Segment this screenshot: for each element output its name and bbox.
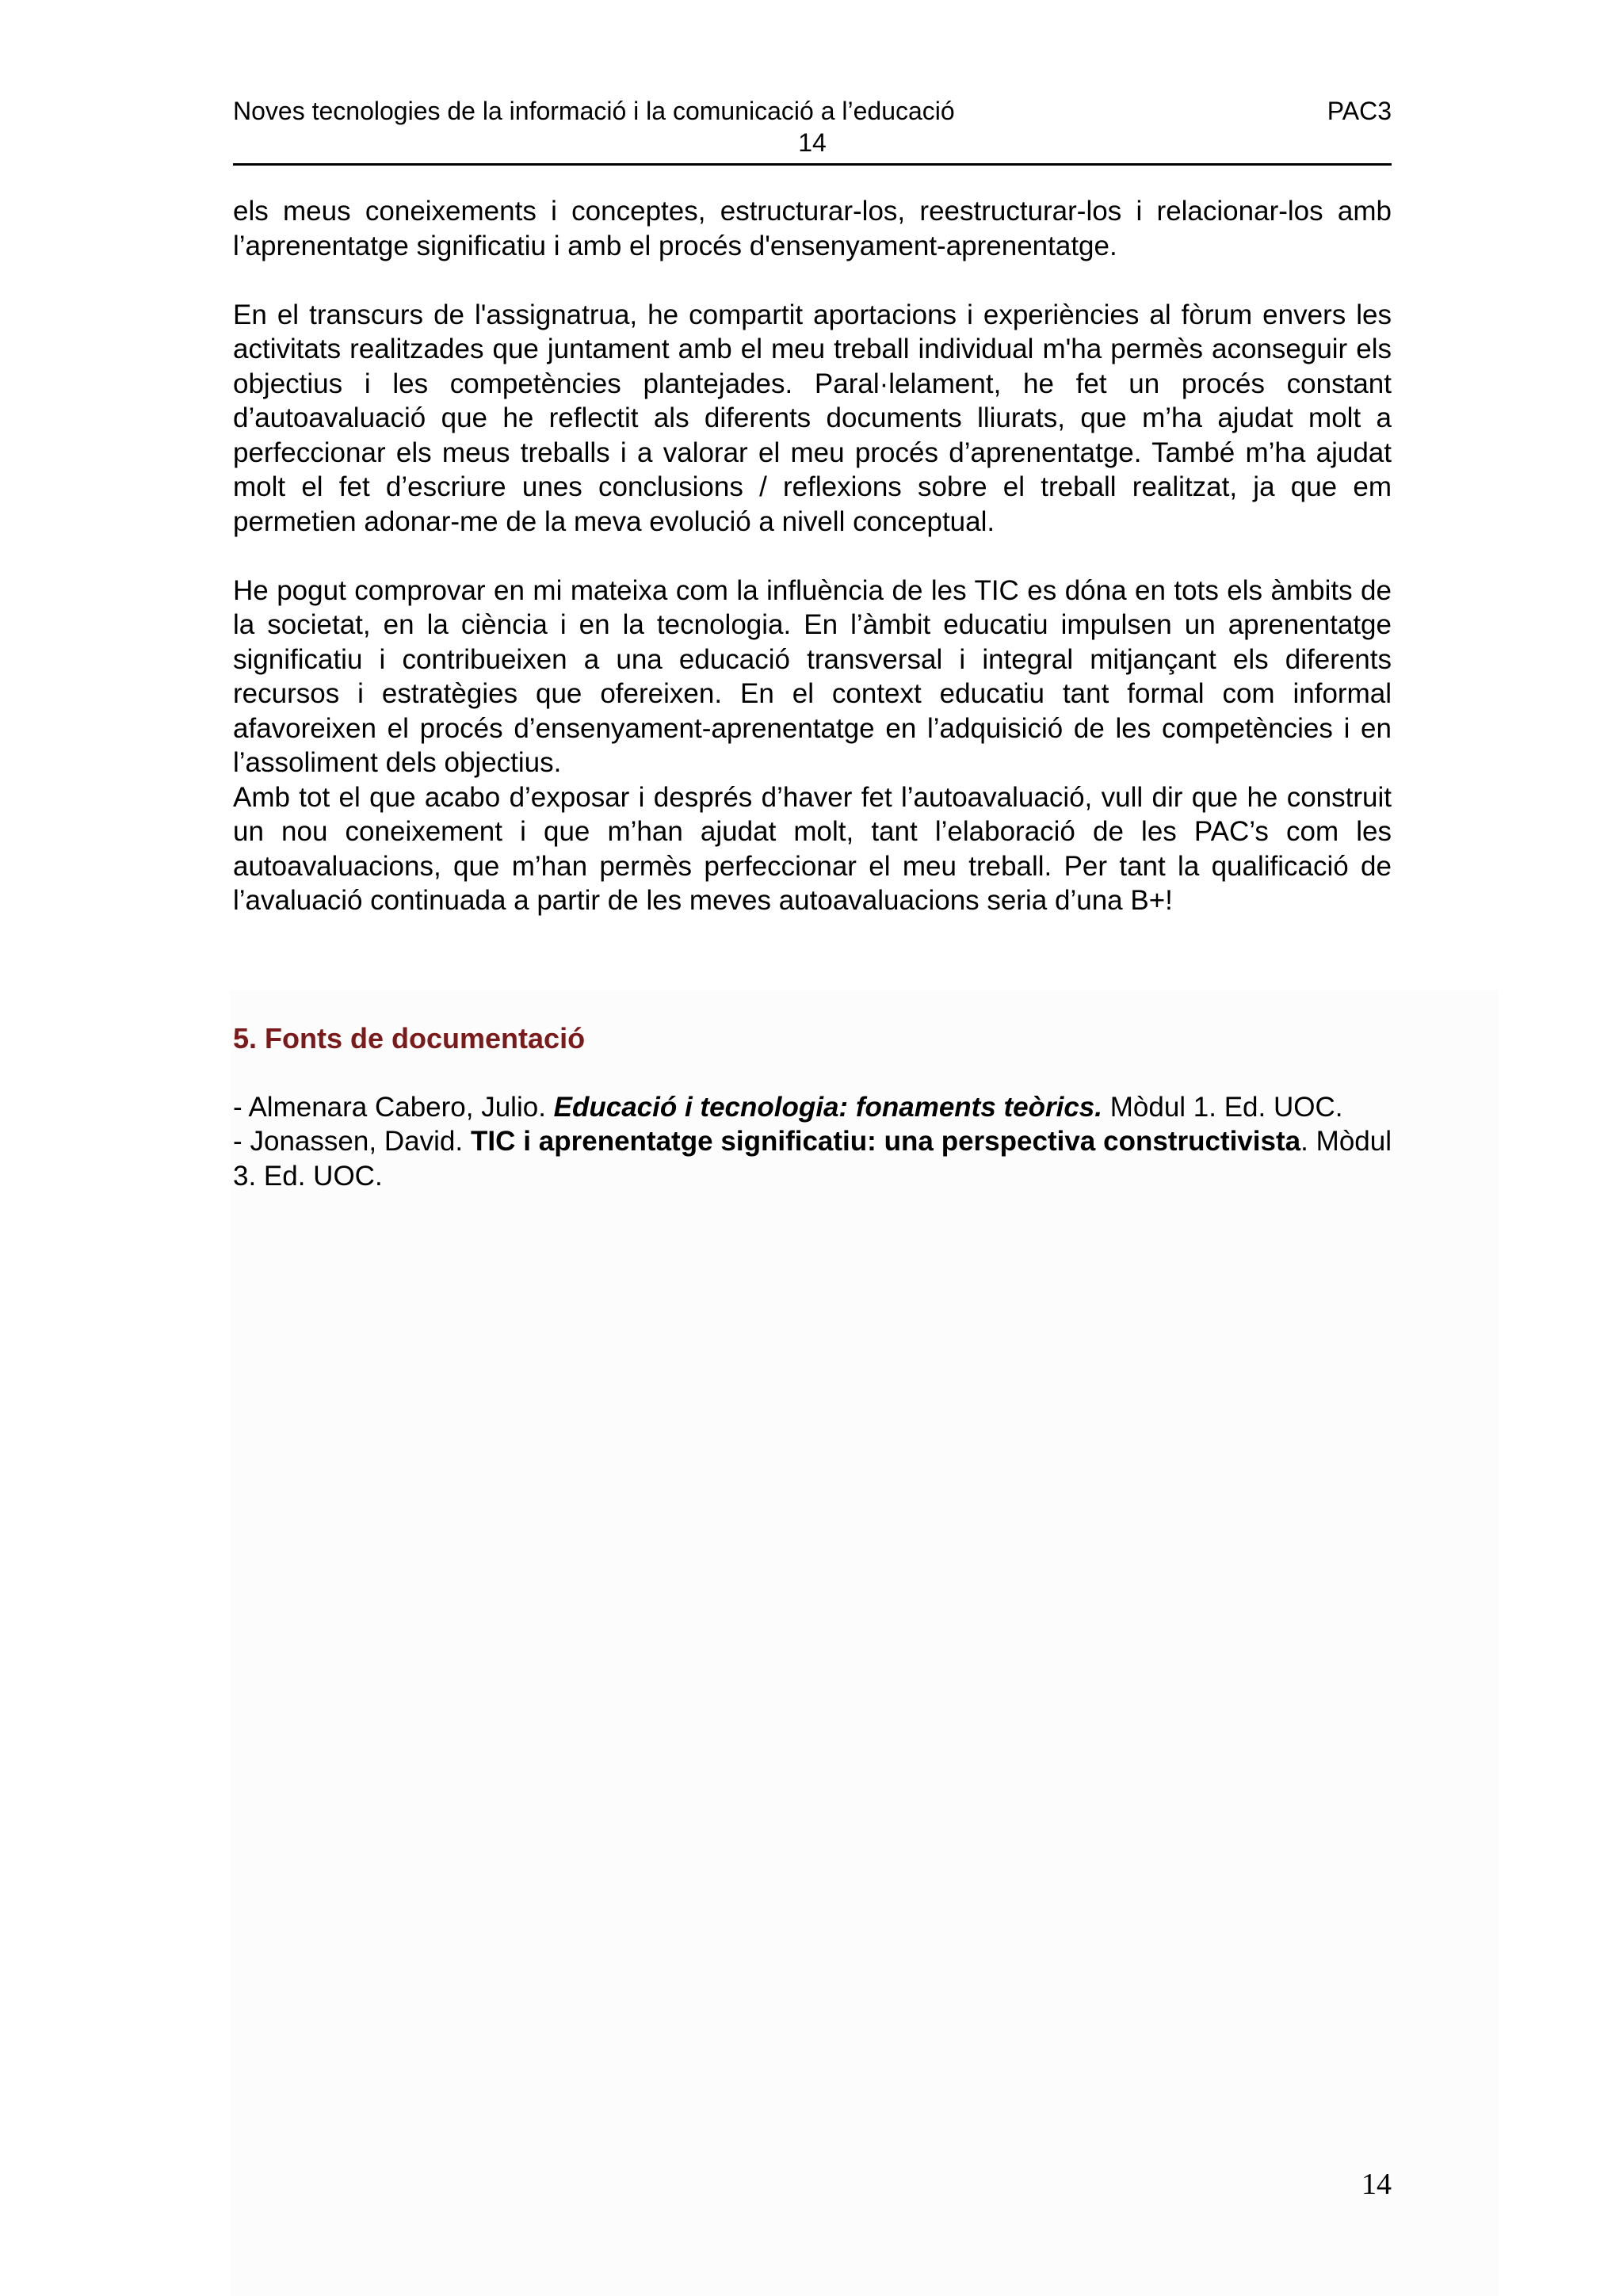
reference-author: - Almenara Cabero, Julio. (233, 1091, 554, 1123)
body-paragraph-1: els meus coneixements i conceptes, estructurar-los, reestructurar-los i relacionar-los amb l’aprenentatge significatiu i amb el procés d'ensenyament-aprenentatge. (233, 196, 1392, 261)
reference-item-1 (233, 1090, 1392, 1125)
footer-page-number: 14 (1361, 2168, 1392, 2201)
header-page-number: 14 (798, 128, 827, 157)
reference-item-2 (233, 1124, 1392, 1193)
body-paragraph-2: En el transcurs de l'assignatrua, he compartit aportacions i experiències al fòrum envers les activitats realitzades que juntament amb el meu treball individual m'ha permès aconseguir els objectius i les competències plantejades. Paral·lelament, he fet un procés constant d’autoavaluació que he reflectit als diferents documents lliurats, que m’ha ajudat molt a perfeccionar els meus treballs i a valorar el meu procés d’aprenentatge. També m’ha ajudat molt el fet d’escriure unes conclusions / reflexions sobre el treball realitzat, ja que em permetien adonar-me de la meva evolució a nivell conceptual. (233, 299, 1392, 537)
header-code: PAC3 (1327, 97, 1392, 125)
reference-title: TIC i aprenentatge significatiu: una perspectiva constructivista (470, 1126, 1301, 1157)
body-paragraph-4: Amb tot el que acabo d’exposar i després d’haver fet l’autoavaluació, vull dir que he construit un nou coneixement i que m’han ajudat molt, tant l’elaboració de les PAC’s com les autoavaluacions, que m’han permès perfeccionar el meu treball. Per tant la qualificació de l’avaluació continuada a partir de les meves autoavaluacions seria d’una B+! (233, 781, 1392, 916)
page-header (233, 95, 1392, 166)
document-body (233, 194, 1392, 1193)
reference-source: . Mòdul 3. Ed. UOC. (233, 1126, 1392, 1192)
reference-author: - Jonassen, David. (233, 1126, 471, 1157)
body-paragraph-3: He pogut comprovar en mi mateixa com la influència de les TIC es dóna en tots els àmbits de la societat, en la ciència i en la tecnologia. En l’àmbit educatiu impulsen un aprenentatge significatiu i contribueixen a una educació transversal i integral mitjançant els diferents recursos i estratègies que ofereixen. En el context educatiu tant formal com informal afavoreixen el procés d’ensenyament-aprenentatge en l’adquisició de les competències i en l’assoliment dels objectius. (233, 574, 1392, 778)
header-title: Noves tecnologies de la informació i la comunicació a l’educació (233, 97, 955, 125)
reference-title: Educació i tecnologia: fonaments teòrics. (553, 1091, 1103, 1123)
reference-source: Mòdul 1. Ed. UOC. (1102, 1091, 1343, 1123)
section-heading: 5. Fonts de documentació (233, 1021, 586, 1055)
